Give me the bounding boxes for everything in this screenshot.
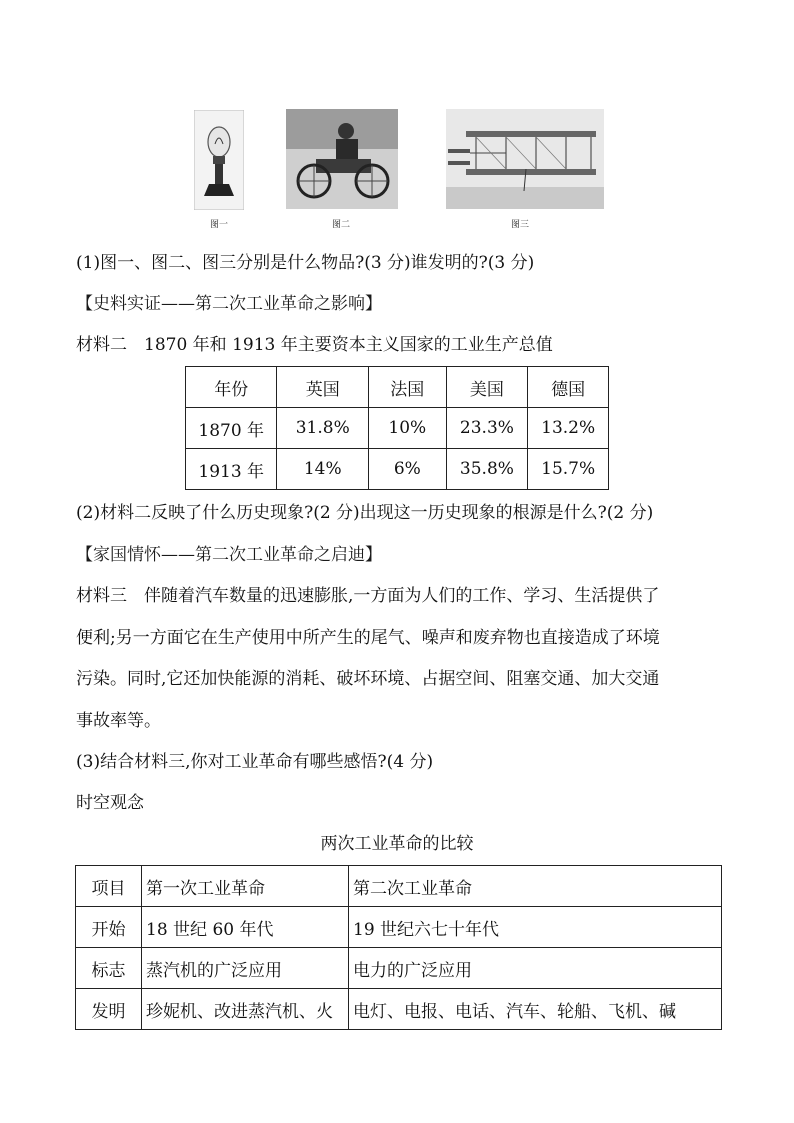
table-cell: 第一次工业革命 — [142, 866, 349, 907]
table-row — [76, 907, 722, 948]
table-cell: 珍妮机、改进蒸汽机、火 — [142, 989, 349, 1030]
question-3: (3)结合材料三,你对工业革命有哪些感悟?(4 分) — [76, 752, 434, 772]
industrial-output-table — [185, 366, 609, 490]
table-row — [186, 449, 609, 490]
table-row — [76, 948, 722, 989]
table-cell: 13.2% — [528, 408, 609, 449]
table-cell: 35.8% — [446, 449, 528, 490]
question-2: (2)材料二反映了什么历史现象?(2 分)出现这一历史现象的根源是什么?(2 分) — [76, 503, 654, 523]
table-cell: 15.7% — [528, 449, 609, 490]
table-cell: 1870 年 — [186, 408, 277, 449]
table-header-cell: 年份 — [186, 367, 277, 408]
table-cell: 10% — [369, 408, 447, 449]
section-heading-inspiration: 【家国情怀——第二次工业革命之启迪】 — [76, 545, 382, 565]
figure-lightbulb — [194, 110, 244, 210]
table-cell: 31.8% — [277, 408, 369, 449]
table-cell: 发明 — [76, 989, 142, 1030]
table-cell: 蒸汽机的广泛应用 — [142, 948, 349, 989]
material-2-title: 材料二 1870 年和 1913 年主要资本主义国家的工业生产总值 — [76, 335, 553, 355]
figure-3-caption: 图三 — [510, 220, 529, 230]
table-cell: 开始 — [76, 907, 142, 948]
section-heading-influence: 【史料实证——第二次工业革命之影响】 — [76, 294, 382, 314]
table-header-cell: 英国 — [277, 367, 369, 408]
figure-early-car — [286, 109, 398, 209]
table-cell: 电力的广泛应用 — [349, 948, 722, 989]
table-header-cell: 法国 — [369, 367, 447, 408]
table-cell: 6% — [369, 449, 447, 490]
material-3-line: 材料三 伴随着汽车数量的迅速膨胀,一方面为人们的工作、学习、生活提供了 — [76, 586, 660, 606]
table-cell: 项目 — [76, 866, 142, 907]
figure-airplane — [446, 109, 604, 209]
table-cell: 14% — [277, 449, 369, 490]
table-row — [76, 866, 722, 907]
table-header-cell: 美国 — [446, 367, 528, 408]
table-row — [186, 408, 609, 449]
table-cell: 19 世纪六七十年代 — [349, 907, 722, 948]
table-cell: 18 世纪 60 年代 — [142, 907, 349, 948]
material-3-line: 污染。同时,它还加快能源的消耗、破坏环境、占据空间、阻塞交通、加大交通 — [76, 669, 660, 689]
table-cell: 1913 年 — [186, 449, 277, 490]
comparison-table-title: 两次工业革命的比较 — [320, 834, 474, 854]
table-cell: 标志 — [76, 948, 142, 989]
question-1: (1)图一、图二、图三分别是什么物品?(3 分)谁发明的?(3 分) — [76, 253, 535, 273]
table-header-cell: 德国 — [528, 367, 609, 408]
table-row — [76, 989, 722, 1030]
figure-1-caption: 图一 — [209, 220, 228, 230]
material-3-line: 事故率等。 — [76, 711, 161, 731]
heading-spacetime: 时空观念 — [76, 793, 144, 813]
table-cell: 23.3% — [446, 408, 528, 449]
table-cell: 电灯、电报、电话、汽车、轮船、飞机、碱 — [349, 989, 722, 1030]
table-cell: 第二次工业革命 — [349, 866, 722, 907]
table-header-row — [186, 367, 609, 408]
revolution-comparison-table — [75, 865, 722, 1030]
material-3-line: 便利;另一方面它在生产使用中所产生的尾气、噪声和废弃物也直接造成了环境 — [76, 628, 660, 648]
figure-2-caption: 图二 — [331, 220, 350, 230]
